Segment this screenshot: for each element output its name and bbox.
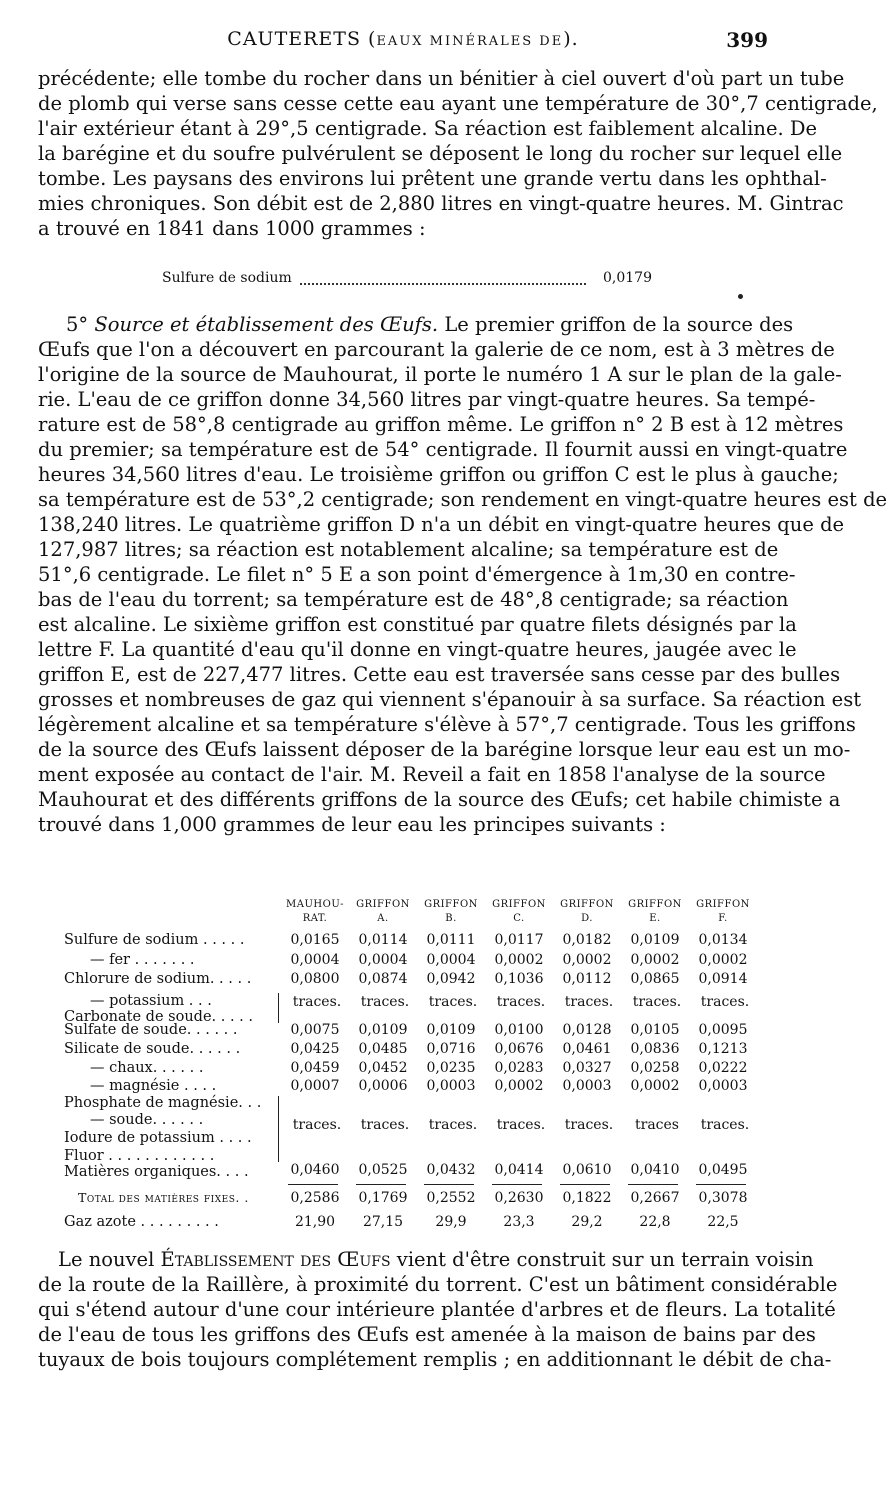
column-header xyxy=(486,898,552,926)
ink-spot-icon xyxy=(738,294,743,299)
table-cell-total: 0,1769 xyxy=(358,1190,408,1206)
paragraph-line: du premier; sa température est de 54° centigrade. Il fournit aussi en vingt-quatre xyxy=(38,438,848,461)
paragraph-line: 127,987 litres; sa réaction est notablement alcaline; sa température est de xyxy=(38,538,779,561)
row-label: — soude. . . . . . xyxy=(90,1112,204,1128)
table-cell: 0,0716 xyxy=(426,1041,476,1057)
table-cell: 0,0283 xyxy=(494,1060,544,1076)
running-header xyxy=(38,28,768,58)
table-cell-traces: traces. xyxy=(360,1117,410,1133)
table-cell: 0,0461 xyxy=(562,1041,612,1057)
total-rule xyxy=(492,1184,542,1185)
table-cell: 0,0425 xyxy=(290,1041,340,1057)
paragraph-line: précédente; elle tombe du rocher dans un bénitier à ciel ouvert d'où part un tube xyxy=(38,67,845,90)
table-cell: 0,0002 xyxy=(494,952,544,968)
table-cell: 0,0111 xyxy=(426,932,476,948)
paragraph-line: Mauhourat et des différents griffons de la source des Œufs; cet habile chimiste a xyxy=(38,788,841,811)
paragraph-etablissement xyxy=(38,1247,838,1372)
table-cell-traces: traces. xyxy=(564,1117,614,1133)
column-header-line: B. xyxy=(445,913,457,924)
table-cell-total: 0,2667 xyxy=(630,1190,680,1206)
paragraph-line: heures 34,560 litres d'eau. Le troisième griffon ou griffon C est le plus à gauche; xyxy=(38,463,839,486)
table-cell: 0,0942 xyxy=(426,971,476,987)
table-cell: 0,0485 xyxy=(358,1041,408,1057)
total-rule xyxy=(424,1184,474,1185)
paragraph-line: Œufs que l'on a découvert en parcourant la galerie de ce nom, est à 3 mètres de xyxy=(38,338,835,361)
paragraph-line: 138,240 litres. Le quatrième griffon D n'a un débit en vingt-quatre heures que de xyxy=(38,513,845,536)
column-header-line: GRIFFON xyxy=(696,899,750,910)
table-cell: 0,0525 xyxy=(358,1162,408,1178)
column-header-line: RAT. xyxy=(302,913,328,924)
table-cell: 0,0222 xyxy=(698,1060,748,1076)
column-header-line: C. xyxy=(513,913,525,924)
table-cell: 0,0112 xyxy=(562,971,612,987)
table-cell: 0,0914 xyxy=(698,971,748,987)
table-cell: 0,0007 xyxy=(290,1078,340,1094)
table-cell: 0,0865 xyxy=(630,971,680,987)
table-cell: 0,0002 xyxy=(630,1078,680,1094)
table-cell: 0,0003 xyxy=(426,1078,476,1094)
table-cell: 0,0182 xyxy=(562,932,612,948)
table-cell: 0,0004 xyxy=(290,952,340,968)
table-cell-traces: traces. xyxy=(428,994,478,1010)
paragraph-line: de plomb qui verse sans cesse cette eau ayant une température de 30°,7 centigrade, xyxy=(38,92,878,115)
table-cell-traces: traces. xyxy=(564,994,614,1010)
table-cell: 0,0134 xyxy=(698,932,748,948)
table-cell: 0,0002 xyxy=(630,952,680,968)
column-header xyxy=(554,898,620,926)
table-cell: 0,0460 xyxy=(290,1162,340,1178)
brace-bracket xyxy=(272,993,279,1023)
table-cell: 0,0114 xyxy=(358,932,408,948)
row-label: Iodure de potassium . . . . xyxy=(64,1130,252,1146)
table-cell-gas: 22,8 xyxy=(639,1214,671,1230)
table-cell: 0,0004 xyxy=(358,952,408,968)
paragraph-line: rie. L'eau de ce griffon donne 34,560 litres par vingt-quatre heures. Sa tempé- xyxy=(38,388,816,411)
analysis-value: 0,0179 xyxy=(603,270,652,286)
table-cell: 0,0414 xyxy=(494,1162,544,1178)
running-title-smallcaps: EAUX MINÉRALES DE xyxy=(376,34,564,49)
table-cell: 0,0327 xyxy=(562,1060,612,1076)
row-label: Silicate de soude. . . . . . xyxy=(64,1041,241,1057)
section-number: 5° xyxy=(66,313,89,336)
table-cell: 0,0410 xyxy=(630,1162,680,1178)
row-label: Carbonate de soude. . . . . xyxy=(64,1009,254,1025)
row-label: Phosphate de magnésie. . . xyxy=(64,1095,262,1111)
column-header-line: MAUHOU- xyxy=(286,899,344,910)
table-cell-gas: 27,15 xyxy=(362,1214,404,1230)
table-cell-total: 0,1822 xyxy=(562,1190,612,1206)
total-rule xyxy=(696,1184,746,1185)
table-cell-traces: traces. xyxy=(700,994,750,1010)
row-label: Fluor . . . . . . . . . . . . xyxy=(64,1148,215,1164)
row-label-total: Total des matières fixes. . xyxy=(78,1190,249,1205)
table-cell: 0,1036 xyxy=(494,971,544,987)
paragraph-line: trouvé dans 1,000 grammes de leur eau les principes suivants : xyxy=(38,813,666,836)
column-header xyxy=(350,898,416,926)
table-cell-traces: traces. xyxy=(360,994,410,1010)
row-label: — fer . . . . . . . xyxy=(90,952,195,968)
table-cell: 0,0432 xyxy=(426,1162,476,1178)
table-cell-gas: 29,2 xyxy=(571,1214,603,1230)
table-cell: 0,1213 xyxy=(698,1041,748,1057)
table-cell: 0,0003 xyxy=(698,1078,748,1094)
analysis-gintrac xyxy=(162,270,652,292)
table-cell-gas: 22,5 xyxy=(707,1214,739,1230)
table-cell-traces: traces. xyxy=(292,1117,342,1133)
paragraph-line: Le nouvel Établissement des Œufs vient d'être construit sur un terrain voisin xyxy=(58,1248,814,1271)
table-cell-traces: traces. xyxy=(496,994,546,1010)
total-rule xyxy=(288,1184,338,1185)
table-cell-traces: traces. xyxy=(632,994,682,1010)
section-heading: Source et établissement des Œufs. xyxy=(94,313,439,336)
column-header-line: F. xyxy=(718,913,728,924)
table-cell-traces: traces xyxy=(635,1117,679,1133)
table-cell: 0,0800 xyxy=(290,971,340,987)
table-cell: 0,0128 xyxy=(562,1022,612,1038)
table-cell: 0,0100 xyxy=(494,1022,544,1038)
table-cell: 0,0002 xyxy=(494,1078,544,1094)
paragraph-line: 51°,6 centigrade. Le filet n° 5 E a son point d'émergence à 1m,30 en contre- xyxy=(38,563,796,586)
paragraph-line: de la source des Œufs laissent déposer de la barégine lorsque leur eau est un mo- xyxy=(38,738,851,761)
table-cell-total: 0,2552 xyxy=(426,1190,476,1206)
table-cell: 0,0610 xyxy=(562,1162,612,1178)
table-cell: 0,0235 xyxy=(426,1060,476,1076)
paragraph-line: de l'eau de tous les griffons des Œufs est amenée à la maison de bains par des xyxy=(38,1323,816,1346)
row-label: Matières organiques. . . . xyxy=(64,1164,249,1180)
table-cell: 0,0109 xyxy=(358,1022,408,1038)
column-header-line: E. xyxy=(649,913,661,924)
paragraph-line: 5° Source et établissement des Œufs. Le premier griffon de la source des xyxy=(66,313,794,336)
table-cell: 0,0109 xyxy=(630,932,680,948)
running-title: CAUTERETS (EAUX MINÉRALES DE). xyxy=(227,28,579,50)
row-label: Sulfure de sodium . . . . . xyxy=(64,932,245,948)
column-header xyxy=(622,898,688,926)
table-cell: 0,0002 xyxy=(698,952,748,968)
paragraph-source-oeufs xyxy=(38,312,887,837)
paragraph-line: la barégine et du soufre pulvérulent se déposent le long du rocher sur lequel elle xyxy=(38,142,843,165)
paragraph-line: tombe. Les paysans des environs lui prêtent une grande vertu dans les ophthal- xyxy=(38,167,827,190)
column-header-line: D. xyxy=(581,913,593,924)
column-header-line: GRIFFON xyxy=(628,899,682,910)
dot-leader xyxy=(300,272,586,285)
paragraph-line: griffon E, est de 227,477 litres. Cette eau est traversée sans cesse par des bulles xyxy=(38,663,841,686)
table-cell-total: 0,2630 xyxy=(494,1190,544,1206)
column-header xyxy=(282,898,348,926)
table-cell: 0,0002 xyxy=(562,952,612,968)
paragraph-line: grosses et nombreuses de gaz qui viennent s'épanouir à sa surface. Sa réaction est xyxy=(38,688,862,711)
paragraph-line: de la route de la Raillère, à proximité du torrent. C'est un bâtiment considérable xyxy=(38,1273,838,1296)
paragraph-line: l'origine de la source de Mauhourat, il porte le numéro 1 A sur le plan de la gale- xyxy=(38,363,842,386)
paragraph-line: tuyaux de bois toujours complétement remplis ; en additionnant le débit de cha- xyxy=(38,1348,832,1371)
paragraph-line: lettre F. La quantité d'eau qu'il donne en vingt-quatre heures, jaugée avec le xyxy=(38,638,797,661)
table-cell: 0,0874 xyxy=(358,971,408,987)
table-cell: 0,0258 xyxy=(630,1060,680,1076)
table-cell: 0,0075 xyxy=(290,1022,340,1038)
column-header-line: GRIFFON xyxy=(492,899,546,910)
table-cell-total: 0,2586 xyxy=(290,1190,340,1206)
table-cell: 0,0006 xyxy=(358,1078,408,1094)
table-cell: 0,0003 xyxy=(562,1078,612,1094)
table-cell: 0,0117 xyxy=(494,932,544,948)
column-header xyxy=(690,898,756,926)
table-cell-traces: traces. xyxy=(496,1117,546,1133)
row-label: — magnésie . . . . xyxy=(90,1078,217,1094)
table-cell: 0,0459 xyxy=(290,1060,340,1076)
paragraph-line: rature est de 58°,8 centigrade au griffon même. Le griffon n° 2 B est à 12 mètres xyxy=(38,413,844,436)
paragraph-line: a trouvé en 1841 dans 1000 grammes : xyxy=(38,217,426,240)
table-cell-traces: traces. xyxy=(700,1117,750,1133)
column-header-line: GRIFFON xyxy=(560,899,614,910)
smallcaps-title: Établissement des Œufs xyxy=(160,1248,391,1271)
analysis-label: Sulfure de sodium xyxy=(162,270,292,286)
paragraph-line: l'air extérieur étant à 29°,5 centigrade. Sa réaction est faiblement alcaline. De xyxy=(38,117,818,140)
table-cell: 0,0165 xyxy=(290,932,340,948)
paragraph-line: qui s'étend autour d'une cour intérieure plantée d'arbres et de fleurs. La totalité xyxy=(38,1298,836,1321)
paragraph-line: légèrement alcaline et sa température s'élève à 57°,7 centigrade. Tous les griffons xyxy=(38,713,856,736)
table-cell: 0,0105 xyxy=(630,1022,680,1038)
column-header-line: GRIFFON xyxy=(424,899,478,910)
column-header xyxy=(418,898,484,926)
row-label: — chaux. . . . . . xyxy=(90,1060,204,1076)
table-cell-traces: traces. xyxy=(428,1117,478,1133)
total-rule xyxy=(560,1184,610,1185)
paragraph-1 xyxy=(38,66,878,241)
table-cell-gas: 23,3 xyxy=(503,1214,535,1230)
table-cell-gas: 21,90 xyxy=(294,1214,336,1230)
paragraph-line: sa température est de 53°,2 centigrade; son rendement en vingt-quatre heures est de xyxy=(38,488,887,511)
column-header-line: A. xyxy=(377,913,389,924)
table-cell: 0,0495 xyxy=(698,1162,748,1178)
paragraph-line: est alcaline. Le sixième griffon est constitué par quatre filets désignés par la xyxy=(38,613,797,636)
row-label: — potassium . . . xyxy=(90,993,212,1009)
table-cell: 0,0109 xyxy=(426,1022,476,1038)
paragraph-line: bas de l'eau du torrent; sa température est de 48°,8 centigrade; sa réaction xyxy=(38,588,789,611)
paragraph-line: ment exposée au contact de l'air. M. Reveil a fait en 1858 l'analyse de la source xyxy=(38,763,826,786)
column-header-line: GRIFFON xyxy=(356,899,410,910)
paragraph-line: mies chroniques. Son débit est de 2,880 litres en vingt-quatre heures. M. Gintrac xyxy=(38,192,844,215)
row-label-gas: Gaz azote . . . . . . . . . xyxy=(64,1214,219,1230)
table-cell: 0,0836 xyxy=(630,1041,680,1057)
row-label: Chlorure de sodium. . . . . xyxy=(64,971,252,987)
table-cell-gas: 29,9 xyxy=(435,1214,467,1230)
table-cell: 0,0095 xyxy=(698,1022,748,1038)
table-cell: 0,0676 xyxy=(494,1041,544,1057)
table-cell: 0,0004 xyxy=(426,952,476,968)
table-cell-traces: traces. xyxy=(292,994,342,1010)
total-rule xyxy=(356,1184,406,1185)
total-rule xyxy=(628,1184,678,1185)
page-number: 399 xyxy=(726,28,768,52)
table-cell: 0,0452 xyxy=(358,1060,408,1076)
brace-bracket xyxy=(272,1096,279,1162)
table-cell-total: 0,3078 xyxy=(698,1190,748,1206)
row-label: Sulfate de soude. . . . . . xyxy=(64,1022,238,1038)
